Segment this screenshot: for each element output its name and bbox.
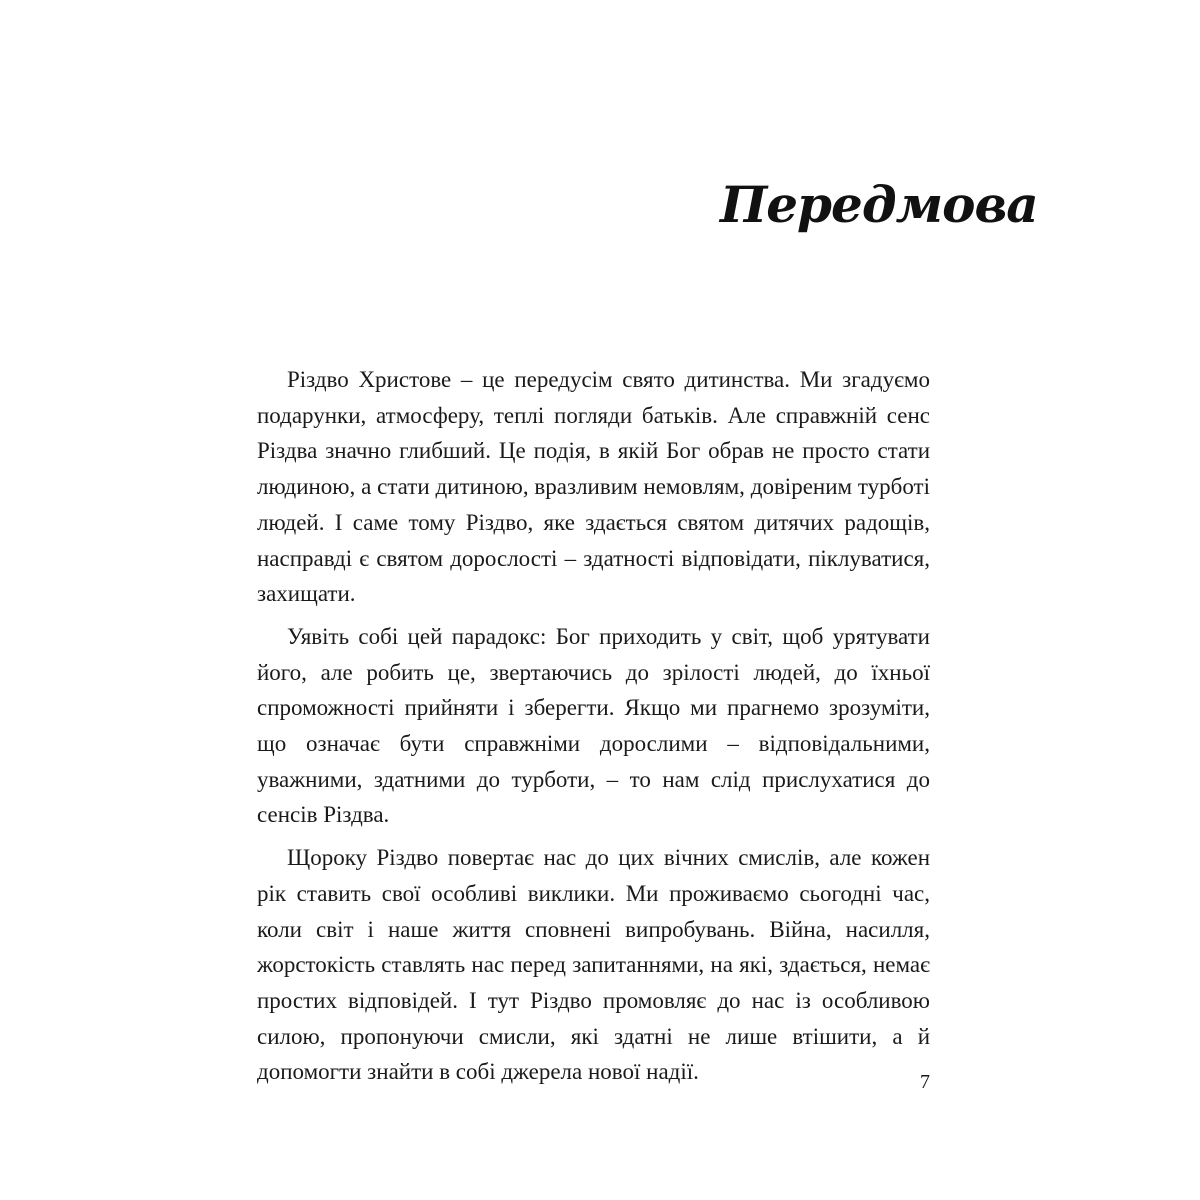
paragraph-2: Уявіть собі цей парадокс: Бог приходить у світ, щоб урятувати його, але робить це, звертаючись до зрілості людей, до їхньої спроможності прийняти і зберегти. Якщо ми прагнемо зрозуміти, що означає бути справжніми дорослими – відповідальними, уважними, здатними до турботи, – то нам слід прислухатися до сенсів Різдва.	[257, 623, 930, 828]
body-text	[257, 362, 930, 1097]
paragraph-3: Щороку Різдво повертає нас до цих вічних смислів, але кожен рік ставить свої особливі виклики. Ми проживаємо сьогодні час, коли світ і наше життя сповнені випробувань. Війна, насилля, жорстокість ставлять нас перед запитаннями, на які, здається, немає простих відповідей. І тут Різдво промовляє до нас із особливою силою, пропонуючи смисли, які здатні не лише втішити, а й допомогти знайти в собі джерела нової надії.	[257, 845, 930, 1085]
chapter-title: Передмова	[720, 175, 1038, 234]
page-number: 7	[920, 1071, 930, 1093]
paragraph-1: Різдво Христове – це передусім свято дитинства. Ми згадуємо подарунки, атмосферу, теплі погляди батьків. Але справжній сенс Різдва значно глибший. Це подія, в якій Бог обрав не просто стати людиною, а стати дитиною, вразливим немовлям, довіреним турботі людей. І саме тому Різдво, яке здається святом дитячих радощів, насправді є святом дорослості – здатності відповідати, піклуватися, захищати.	[257, 367, 930, 607]
